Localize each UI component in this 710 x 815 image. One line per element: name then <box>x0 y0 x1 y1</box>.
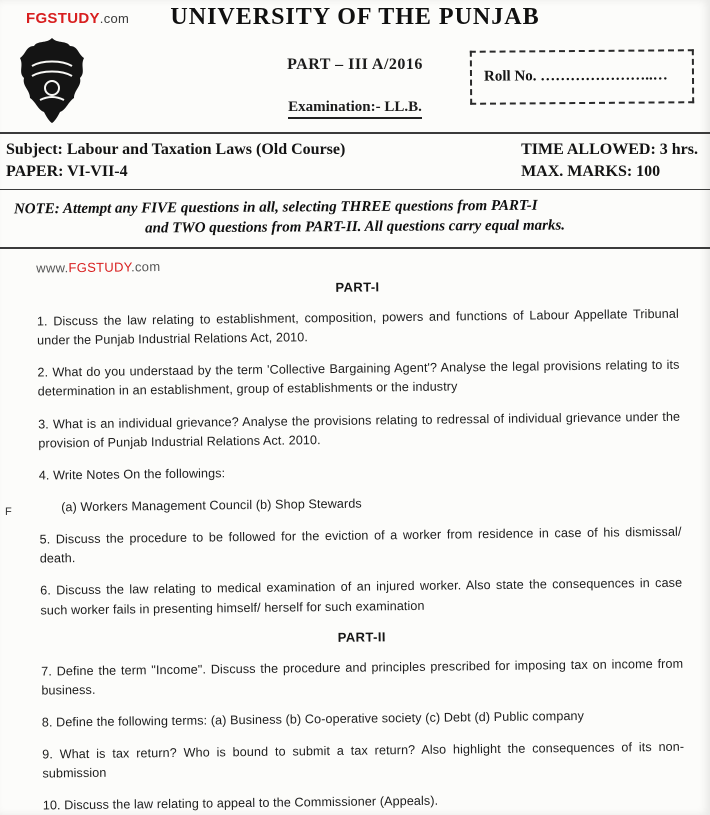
question-1: 1. Discuss the law relating to establishment, composition, powers and functions of Labour Appellate Tribunal under the Punjab Industrial Relations Act, 2010. <box>36 306 679 348</box>
question-8: 8. Define the following terms: (a) Business (b) Co-operative society (c) Debt (d) Public company <box>41 709 585 730</box>
paper-line: PAPER: VI-VII-4 <box>6 162 128 180</box>
question-3: 3. What is an individual grievance? Analyse the provisions relating to redressal of individual grievance under the provision of Punjab Industrial Relations Act. 2010. <box>38 409 681 451</box>
marks-block <box>521 139 698 182</box>
question-10: 10. Discuss the law relating to appeal to the Commissioner (Appeals). <box>42 794 439 814</box>
question-9: 9. What is tax return? Who is bound to submit a tax return? Also highlight the consequences of its non-submission <box>42 739 685 781</box>
question-7: 7. Define the term "Income". Discuss the procedure and principles prescribed for imposing tax on income from business. <box>41 656 684 698</box>
watermark-prefix: www. <box>36 260 69 276</box>
watermark-suffix: .com <box>130 259 161 275</box>
question-2: 2. What do you understaad by the term 'Collective Bargaining Agent'? Analyse the legal provisions relating to its determination in an establishment, group of establishments or the industry <box>37 358 680 400</box>
question-5: 5. Discuss the procedure to be followed for the eviction of a worker from residence in case of his dismissal/ death. <box>39 525 682 566</box>
questions-content <box>0 241 710 815</box>
max-marks-line: MAX. MARKS: 100 <box>521 162 661 180</box>
subject-meta-row <box>0 134 710 189</box>
time-allowed-line: TIME ALLOWED: 3 hrs. <box>521 141 698 158</box>
part2-heading: PART-II <box>337 629 386 645</box>
examination-line: Examination:- LL.B. <box>288 99 422 119</box>
part1-heading: PART-I <box>335 279 380 296</box>
fgstudy-watermark <box>36 253 678 276</box>
question-4-subparts: (a) Workers Management Council (b) Shop Stewards <box>61 496 362 515</box>
scan-margin-artifact: F <box>5 506 12 518</box>
question-6: 6. Discuss the law relating to medical examination of an injured worker. Also state the consequences in case such worker fails in presenting himself/ herself for such examination <box>40 576 683 618</box>
note-line-1: NOTE: Attempt any FIVE questions in all, selecting THREE questions from PART-I <box>13 197 538 218</box>
note-line-2: and TWO questions from PART-II. All questions carry equal marks. <box>145 217 566 237</box>
question-4: 4. Write Notes On the followings: <box>38 466 226 483</box>
roll-number-label: Roll No. …………………..… <box>483 67 668 85</box>
brand-suffix-text: .com <box>99 11 130 26</box>
roll-number-box <box>470 49 694 105</box>
brand-site-text: FGSTUDY <box>26 10 100 27</box>
university-title: UNIVERSITY OF THE PUNJAB <box>170 4 540 30</box>
fgstudy-brand <box>26 10 129 27</box>
subject-line: Subject: Labour and Taxation Laws (Old Course) <box>6 141 346 158</box>
subject-block <box>6 139 345 182</box>
part-session-line: PART – III A/2016 <box>287 56 423 73</box>
note-block <box>0 188 710 250</box>
watermark-site: FGSTUDY <box>68 259 132 276</box>
paper-header <box>0 4 710 132</box>
